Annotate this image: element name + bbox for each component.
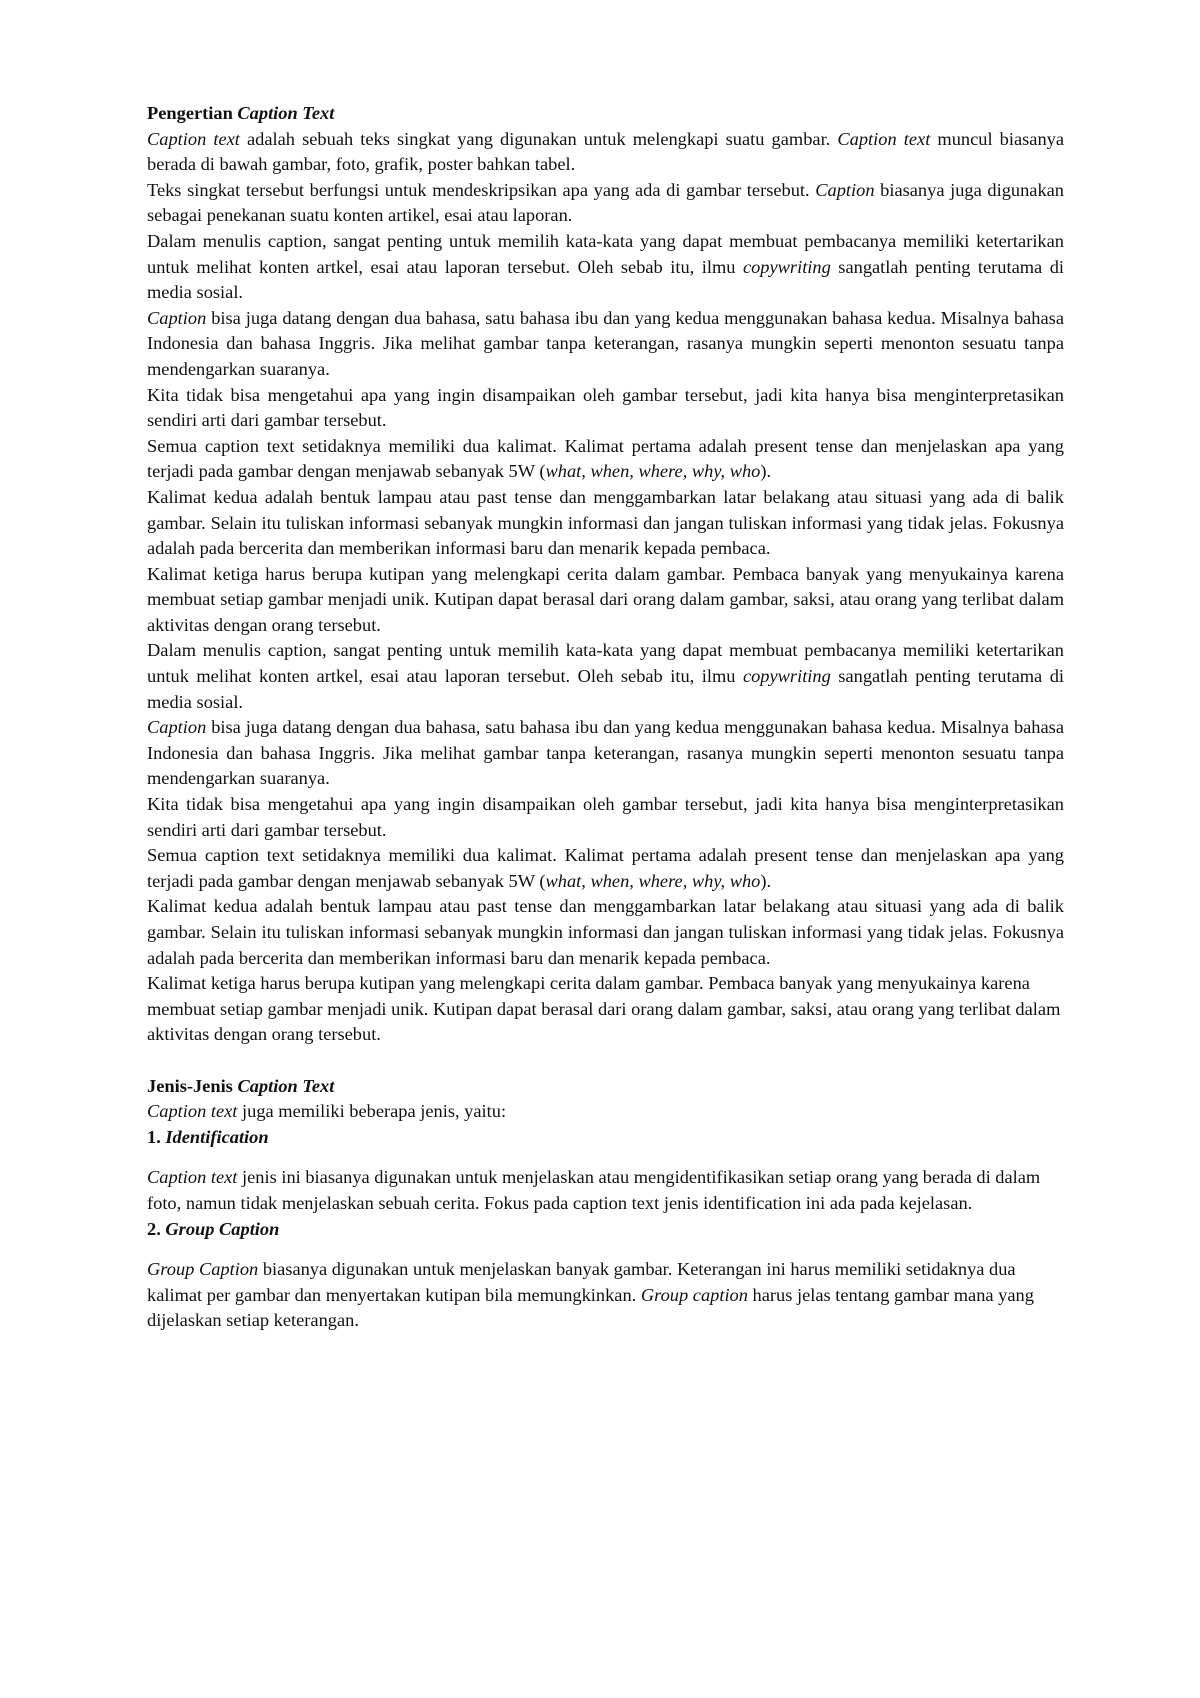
spacer [147,1048,1064,1074]
body-2-paragraph [147,715,1064,792]
item2-number: 2. [147,1218,166,1239]
body-text: biasanya juga digunakan sebagai penekanan suatu konten artikel, esai atau laporan. [147,179,1064,226]
body-text: adalah sebuah teks singkat yang digunakan untuk melengkapi suatu gambar. [239,128,838,149]
item2-rest: biasanya digunakan untuk menjelaskan banyak gambar. Keterangan ini harus memiliki setidaknya dua kalimat per gambar dan menyertakan kutipan bila memungkinkan. [147,1259,1016,1305]
jenis-intro-rest: juga memiliki beberapa jenis, yaitu: [237,1101,507,1122]
body-1-paragraph [147,485,1064,562]
body-text: ). [760,870,772,891]
body-text: Dalam menulis caption, sangat penting untuk memilih kata-kata yang dapat membuat pembacanya memiliki ketertarikan untuk melihat konten artkel, esai atau laporan tersebut. Oleh sebab itu, ilmu [147,230,1064,277]
intro-section [147,127,1064,229]
emphasis-text: what, when, where, why, who [545,461,761,482]
body-text: bisa juga datang dengan dua bahasa, satu bahasa ibu dan yang kedua menggunakan bahasa kedua. Misalnya bahasa Indonesia dan bahasa Inggris. Jika melihat gambar tanpa keterangan, rasanya mungkin seperti menonton sesuatu tanpa mendengarkan suaranya. [147,717,1064,789]
body-text: sangatlah penting terutama di media sosial. [147,666,1065,712]
item2-rest2: harus jelas tentang gambar mana yang dijelaskan setiap keterangan. [147,1284,1034,1331]
item-heading-group-caption [147,1217,1064,1243]
emphasis-text: Caption text [837,128,931,149]
item-heading-identification [147,1125,1064,1151]
jenis-intro-em: Caption text [147,1101,238,1122]
body-1-paragraph [147,383,1064,434]
body-text: ). [760,461,772,482]
body-text: Teks singkat tersebut berfungsi untuk mendeskripsikan apa yang ada di gambar tersebut. [147,179,816,200]
body-text: bisa juga datang dengan dua bahasa, satu bahasa ibu dan yang kedua menggunakan bahasa kedua. Misalnya bahasa Indonesia dan bahasa Inggris. Jika melihat gambar tanpa keterangan, rasanya mungkin seperti menonton sesuatu tanpa mendengarkan suaranya. [147,307,1064,379]
paragraph-identification [147,1165,1064,1216]
item1-rest: jenis ini biasanya digunakan untuk menjelaskan atau mengidentifikasikan setiap orang yang berada di dalam foto, namun tidak menjelaskan sebuah cerita. Fokus pada caption text jenis identification ini ada pada kejelasan. [147,1167,1041,1213]
heading-pengertian-em: Caption Text [237,103,335,123]
paragraph-jenis-intro [147,1099,1064,1125]
heading-pengertian [147,101,1064,127]
heading-pengertian-prefix: Pengertian [147,103,238,123]
body-2-paragraph [147,638,1064,715]
heading-jenis-prefix: Jenis-Jenis [147,1075,238,1096]
body-text: Dalam menulis caption, sangat penting untuk memilih kata-kata yang dapat membuat pembacanya memiliki ketertarikan untuk melihat konten artkel, esai atau laporan tersebut. Oleh sebab itu, ilmu [147,640,1064,687]
body-text: Kalimat kedua adalah bentuk lampau atau past tense dan menggambarkan latar belakang atau situasi yang ada di balik gambar. Selain itu tuliskan informasi sebanyak mungkin informasi dan jangan tuliskan informasi yang tidak jelas. Fokusnya adalah pada bercerita dan memberikan informasi baru dan menarik kepada pembaca. [147,896,1064,968]
emphasis-text: what, when, where, why, who [545,870,761,891]
body-text: Kita tidak bisa mengetahui apa yang ingin disampaikan oleh gambar tersebut, jadi kita hanya bisa menginterpretasikan sendiri arti dari gambar tersebut. [147,384,1064,431]
emphasis-text: Caption text [147,128,240,149]
intro-paragraph [147,127,1064,178]
item1-title: Identification [165,1126,269,1147]
body-text: sangatlah penting terutama di media sosial. [147,256,1065,303]
spacer [147,1242,1064,1257]
body-text: Kalimat kedua adalah bentuk lampau atau past tense dan menggambarkan latar belakang atau situasi yang ada di balik gambar. Selain itu tuliskan informasi sebanyak mungkin informasi dan jangan tuliskan informasi yang tidak jelas. Fokusnya adalah pada bercerita dan memberikan informasi baru dan menarik kepada pembaca. [147,486,1064,559]
heading-jenis-em: Caption Text [237,1075,335,1096]
paragraph-group-caption [147,1257,1064,1334]
spacer [147,1150,1064,1165]
paragraph-kalimat-ketiga-2: Kalimat ketiga harus berupa kutipan yang melengkapi cerita dalam gambar. Pembaca banyak yang menyukainya karena membuat setiap gambar menjadi unik. Kutipan dapat berasal dari orang dalam gambar, saksi, atau orang yang terlibat dalam aktivitas dengan orang tersebut. [147,973,1061,1045]
body-section-2 [147,638,1064,971]
body-1-paragraph [147,434,1064,485]
body-text: Semua caption text setidaknya memiliki dua kalimat. Kalimat pertama adalah present tense dan menjelaskan apa yang terjadi pada gambar dengan menjawab sebanyak 5W ( [147,435,1064,482]
emphasis-text: Caption [147,717,207,738]
body-1-paragraph [147,229,1064,306]
body-2-paragraph [147,792,1064,843]
item2-title: Group Caption [165,1218,280,1239]
intro-paragraph [147,178,1064,229]
body-section-1 [147,229,1064,562]
body-2-paragraph [147,894,1064,971]
body-text: Semua caption text setidaknya memiliki dua kalimat. Kalimat pertama adalah present tense dan menjelaskan apa yang terjadi pada gambar dengan menjawab sebanyak 5W ( [147,845,1064,891]
emphasis-text: copywriting [742,256,831,277]
heading-jenis [147,1074,1064,1100]
paragraph-kalimat-ketiga-1: Kalimat ketiga harus berupa kutipan yang melengkapi cerita dalam gambar. Pembaca banyak yang menyukainya karena membuat setiap gambar menjadi unik. Kutipan dapat berasal dari orang dalam gambar, saksi, atau orang yang terlibat dalam aktivitas dengan orang tersebut. [147,563,1064,635]
item2-em2: Group caption [640,1284,748,1305]
document-page [147,101,1064,1334]
body-text: Kita tidak bisa mengetahui apa yang ingin disampaikan oleh gambar tersebut, jadi kita hanya bisa menginterpretasikan sendiri arti dari gambar tersebut. [147,794,1064,840]
item1-em: Caption text [147,1167,238,1188]
emphasis-text: Caption [815,179,875,200]
item1-number: 1. [147,1126,166,1147]
body-1-paragraph [147,306,1064,383]
body-text: muncul biasanya berada di bawah gambar, foto, grafik, poster bahkan tabel. [147,128,1065,175]
emphasis-text: Caption [147,307,207,328]
emphasis-text: copywriting [742,666,831,687]
item2-em: Group Caption [147,1259,259,1280]
body-2-paragraph [147,843,1064,894]
